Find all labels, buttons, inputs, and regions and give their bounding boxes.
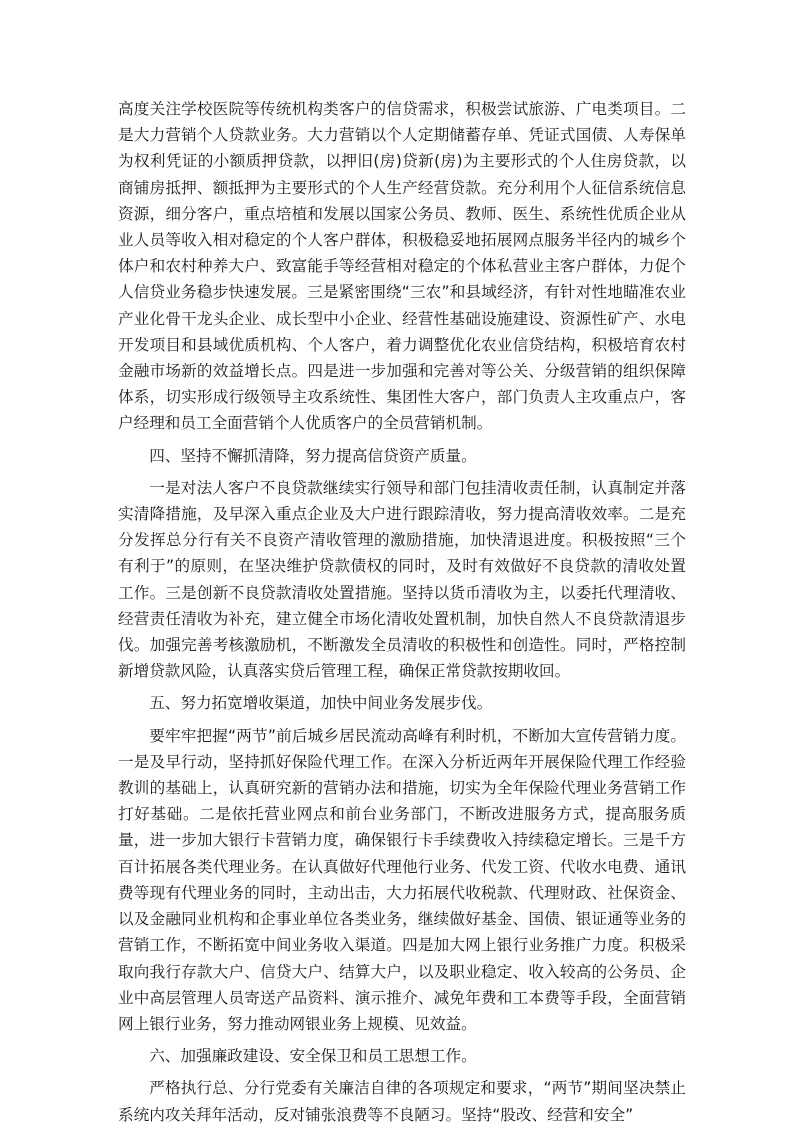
body-paragraph-1: 高度关注学校医院等传统机构类客户的信贷需求，积极尝试旅游、广电类项目。二是大力营销个人贷款业务。大力营销以个人定期储蓄存单、凭证式国债、人寿保单为权利凭证的小额质押贷款，以押旧(房)贷新(房)为主要形式的个人住房贷款，以商铺房抵押、额抵押为主要形式的个人生产经营贷款。充分利用个人征信系统信息资源，细分客户，重点培植和发展以国家公务员、教师、医生、系统性优质企业从业人员等收入相对稳定的个人客户群体，积极稳妥地拓展网点服务半径内的城乡个体户和农村种养大户、致富能手等经营相对稳定的个体私营业主客户群体，力促个人信贷业务稳步快速发展。三是紧密围绕“三农”和县域经济，有针对性地瞄准农业产业化骨干龙头企业、成长型中小企业、经营性基础设施建设、资源性矿产、水电开发项目和县域优质机构、个人客户，着力调整优化农业信贷结构，积极培育农村金融市场新的效益增长点。四是进一步加强和完善对等公关、分级营销的组织保障体系，切实形成行级领导主攻系统性、集团性大客户，部门负责人主攻重点户，客户经理和员工全面营销个人优质客户的全员营销机制。 bbox=[118, 100, 686, 433]
section-heading-6: 六、加强廉政建设、安全保卫和员工思想工作。 bbox=[149, 1047, 477, 1066]
document-page bbox=[118, 96, 686, 1128]
body-paragraph-2: 一是对法人客户不良贷款继续实行领导和部门包挂清收责任制，认真制定并落实清降措施，及早深入重点企业及大户进行跟踪清收，努力提高清收效率。二是充分发挥总分行有关不良资产清收管理的激励措施，加快清退进度。积极按照“三个有利于”的原则，在坚决维护贷款债权的同时，及时有效做好不良贷款的清收处置工作。三是创新不良贷款清收处置措施。坚持以货币清收为主，以委托代理清收、经营责任清收为补充，建立健全市场化清收处置机制，加快自然人不良贷款清退步伐。加强完善考核激励机，不断激发全员清收的积极性和创造性。同时，严格控制新增贷款风险，认真落实贷后管理工程，确保正常贷款按期收回。 bbox=[118, 478, 686, 681]
section-heading-4: 四、坚持不懈抓清降，努力提高信贷资产质量。 bbox=[149, 446, 477, 465]
section-heading-5: 五、努力拓宽增收渠道，加快中间业务发展步伐。 bbox=[149, 694, 493, 713]
body-paragraph-4: 严格执行总、分行党委有关廉洁自律的各项规定和要求，“两节”期间坚决禁止系统内攻关拜年活动，反对铺张浪费等不良陋习。坚持“股改、经营和安全” bbox=[118, 1079, 686, 1124]
body-paragraph-3: 要牢牢把握“两节”前后城乡居民流动高峰有利时机，不断加大宣传营销力度。一是及早行动，坚持抓好保险代理工作。在深入分析近两年开展保险代理工作经验教训的基础上，认真研究新的营销办法和措施，切实为全年保险代理业务营销工作打好基础。二是依托营业网点和前台业务部门，不断改进服务方式，提高服务质量，进一步加大银行卡营销力度，确保银行卡手续费收入持续稳定增长。三是千方百计拓展各类代理业务。在认真做好代理他行业务、代发工资、代收水电费、通讯费等现有代理业务的同时，主动出击，大力拓展代收税款、代理财政、社保资金、以及金融同业机构和企事业单位各类业务，继续做好基金、国债、银证通等业务的营销工作，不断拓宽中间业务收入渠道。四是加大网上银行业务推广力度。积极采取向我行存款大户、信贷大户、结算大户，以及职业稳定、收入较高的公务员、企业中高层管理人员寄送产品资料、演示推介、减免年费和工本费等手段，全面营销网上银行业务，努力推动网银业务上规模、见效益。 bbox=[118, 726, 686, 1033]
